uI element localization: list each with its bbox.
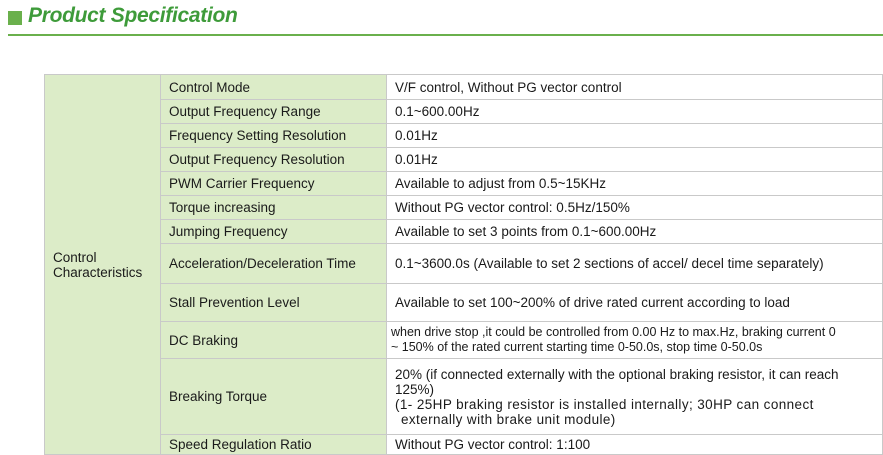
table-row — [45, 148, 883, 172]
value-breaking-torque-line1: 20% (if connected externally with the optional braking resistor, it can reach — [395, 366, 839, 382]
value-acceleration-deceleration-time: 0.1~3600.0s (Available to set 2 sections of accel/ decel time separately) — [387, 244, 883, 284]
value-speed-regulation-ratio: Without PG vector control: 1:100 — [387, 435, 883, 455]
param-stall-prevention-level: Stall Prevention Level — [161, 284, 387, 322]
group-cell — [45, 75, 161, 455]
value-dc-braking — [387, 322, 883, 359]
group-label-line1: Control — [53, 249, 97, 265]
param-output-frequency-range: Output Frequency Range — [161, 100, 387, 124]
param-frequency-setting-resolution: Frequency Setting Resolution — [161, 124, 387, 148]
value-jumping-frequency: Available to set 3 points from 0.1~600.00Hz — [387, 220, 883, 244]
value-output-frequency-resolution: 0.01Hz — [387, 148, 883, 172]
table-row — [45, 124, 883, 148]
table-row — [45, 244, 883, 284]
header-divider — [8, 34, 883, 36]
param-acceleration-deceleration-time: Acceleration/Deceleration Time — [161, 244, 387, 284]
param-torque-increasing: Torque increasing — [161, 196, 387, 220]
table-row — [45, 220, 883, 244]
value-pwm-carrier-frequency: Available to adjust from 0.5~15KHz — [387, 172, 883, 196]
page-title: Product Specification — [28, 4, 238, 27]
table-row — [45, 196, 883, 220]
param-jumping-frequency: Jumping Frequency — [161, 220, 387, 244]
value-breaking-torque — [387, 359, 883, 435]
table-row — [45, 322, 883, 359]
table-row — [45, 172, 883, 196]
param-output-frequency-resolution: Output Frequency Resolution — [161, 148, 387, 172]
value-frequency-setting-resolution: 0.01Hz — [387, 124, 883, 148]
param-pwm-carrier-frequency: PWM Carrier Frequency — [161, 172, 387, 196]
table-row — [45, 359, 883, 435]
param-speed-regulation-ratio: Speed Regulation Ratio — [161, 435, 387, 455]
value-dc-braking-line1: when drive stop ,it could be controlled from 0.00 Hz to max.Hz, braking current 0 — [391, 325, 836, 339]
param-control-mode: Control Mode — [161, 75, 387, 100]
header-square-icon — [8, 11, 22, 25]
value-breaking-torque-line4: externally with brake unit module) — [401, 411, 616, 427]
value-stall-prevention-level: Available to set 100~200% of drive rated current according to load — [387, 284, 883, 322]
spec-table — [44, 74, 883, 455]
value-breaking-torque-line3: (1- 25HP braking resistor is installed internally; 30HP can connect — [395, 396, 814, 412]
group-label-line2: Characteristics — [53, 264, 143, 280]
table-row — [45, 284, 883, 322]
table-row — [45, 75, 883, 100]
param-breaking-torque: Breaking Torque — [161, 359, 387, 435]
param-dc-braking: DC Braking — [161, 322, 387, 359]
value-dc-braking-line2: ~ 150% of the rated current starting time 0-50.0s, stop time 0-50.0s — [391, 340, 763, 354]
value-breaking-torque-line2: 125%) — [395, 381, 435, 397]
value-torque-increasing: Without PG vector control: 0.5Hz/150% — [387, 196, 883, 220]
value-control-mode: V/F control, Without PG vector control — [387, 75, 883, 100]
section-header — [8, 4, 883, 36]
value-output-frequency-range: 0.1~600.00Hz — [387, 100, 883, 124]
table-row — [45, 100, 883, 124]
